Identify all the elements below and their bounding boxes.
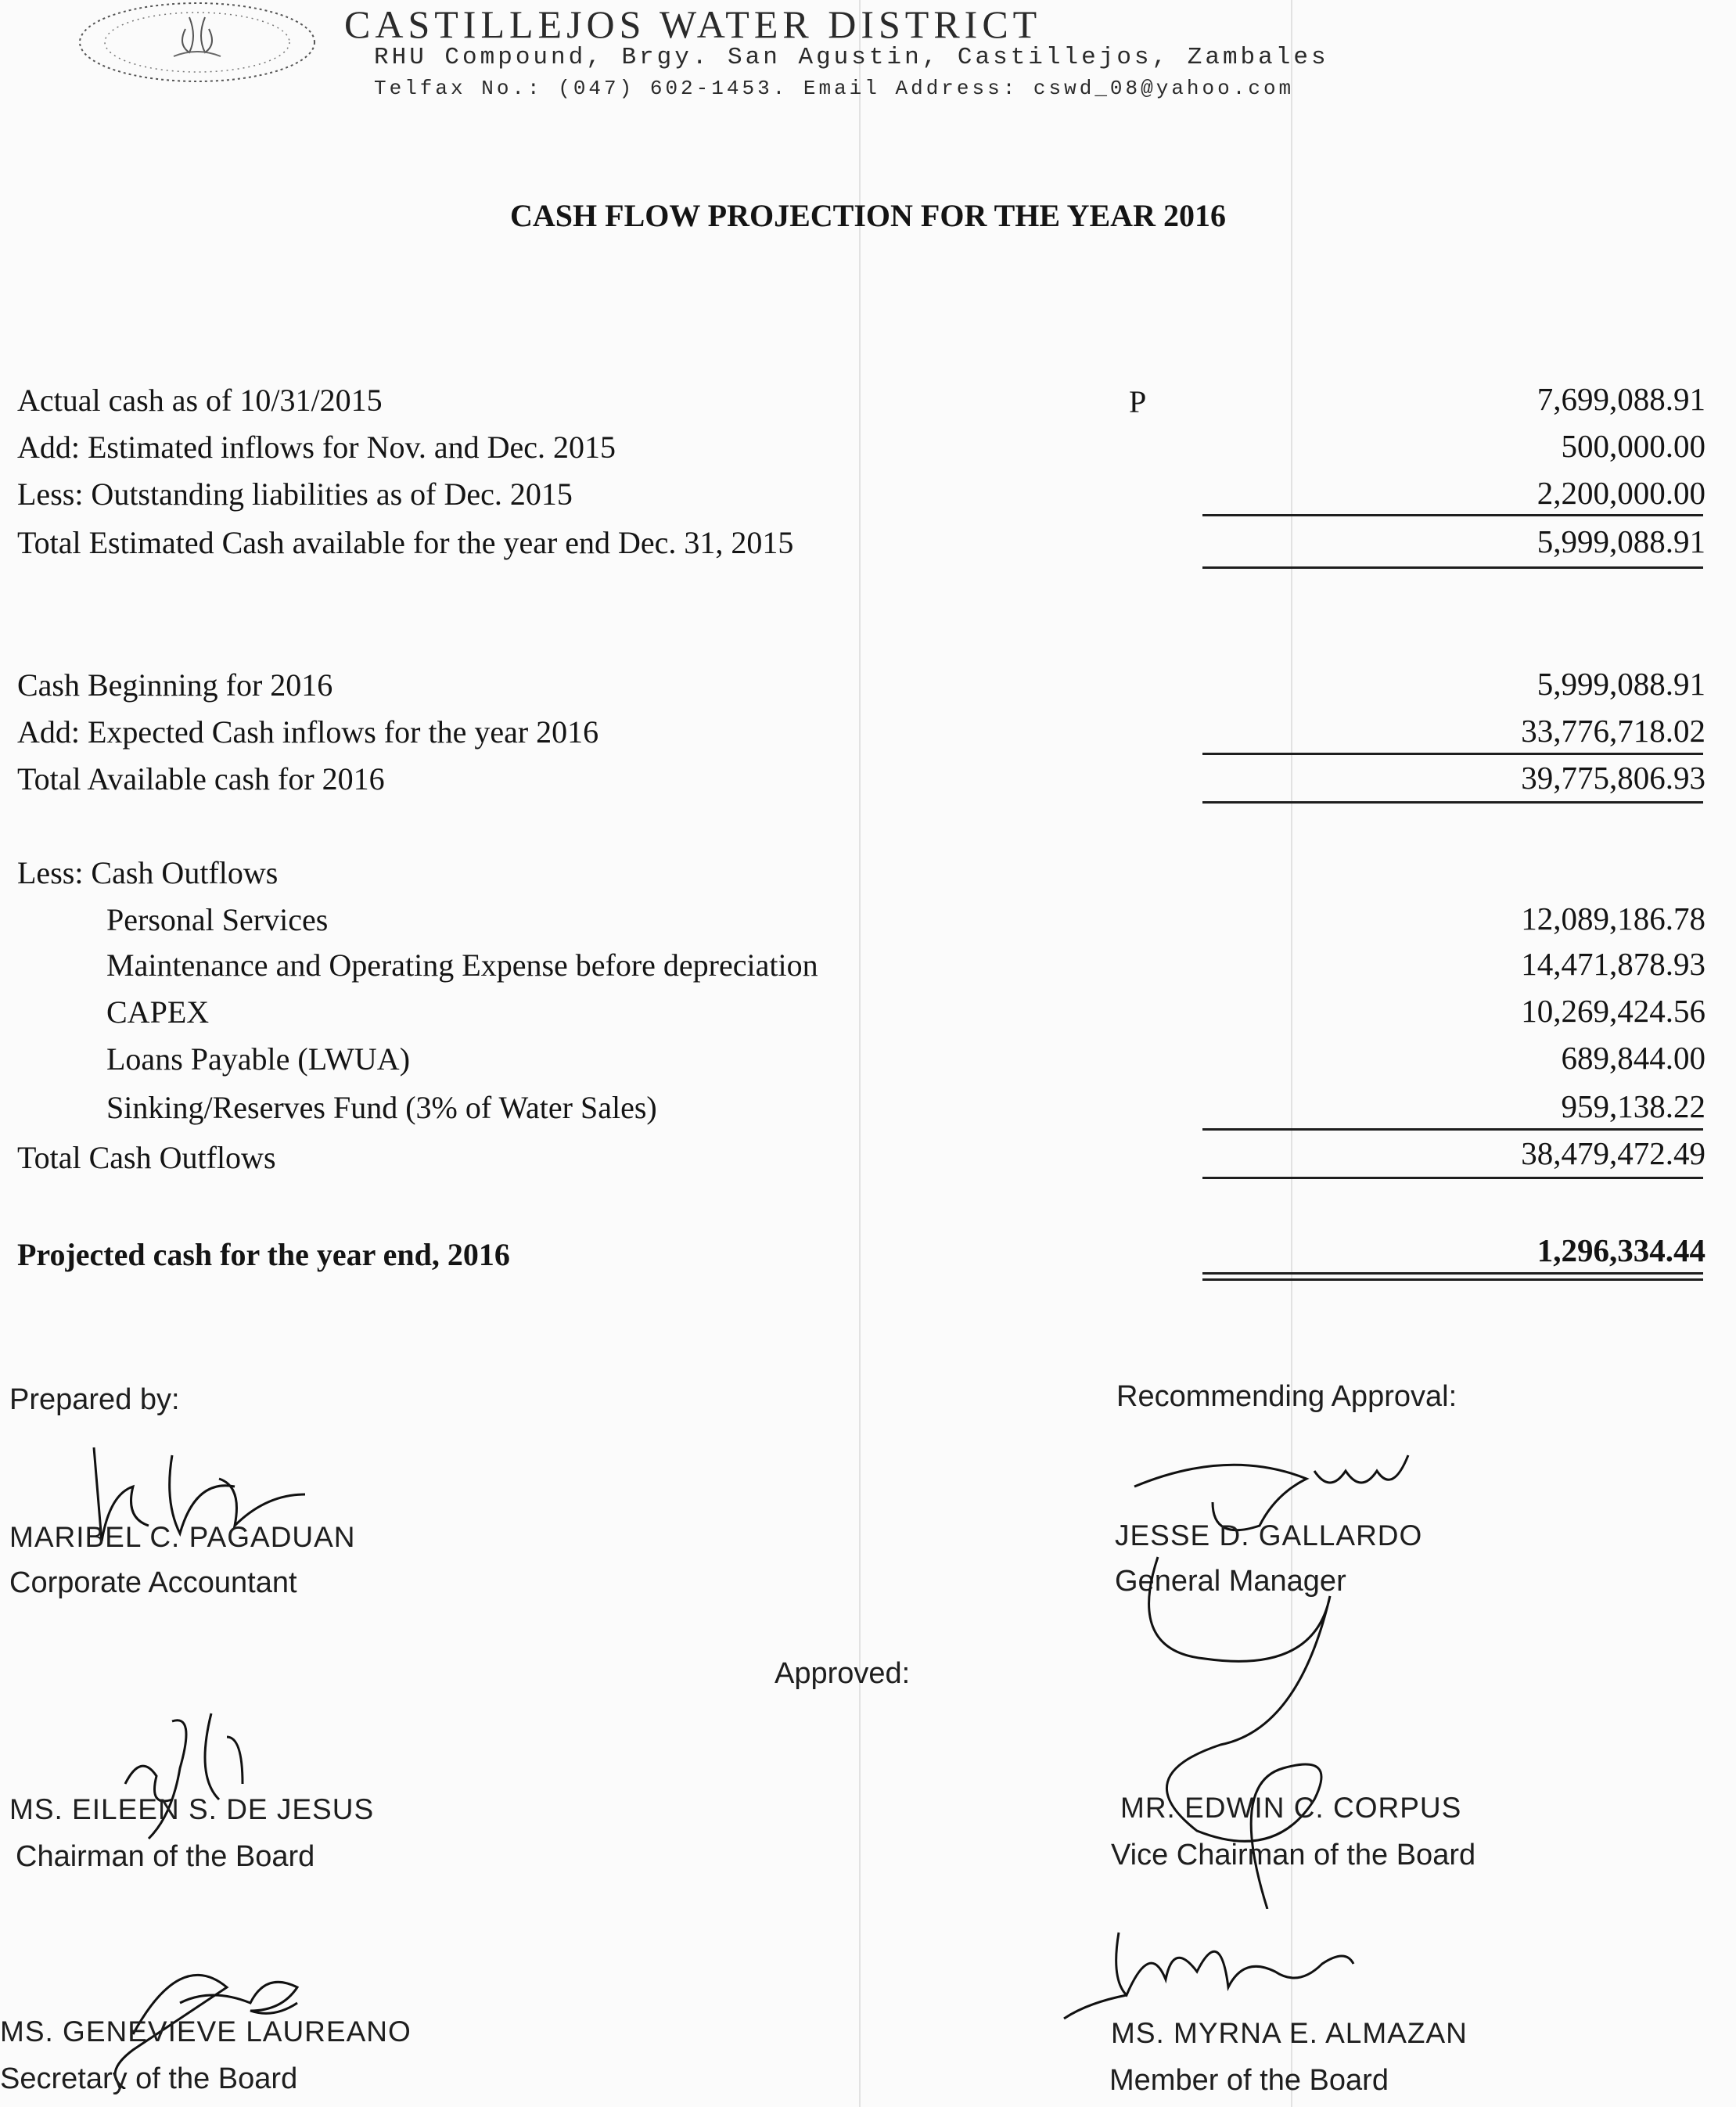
preparer-role: Corporate Accountant (9, 1566, 297, 1599)
cash-beginning-amount: 5,999,088.91 (1537, 666, 1705, 702)
member-name: MS. MYRNA E. ALMAZAN (1111, 2017, 1468, 2049)
loans-payable-label: Loans Payable (LWUA) (106, 1041, 411, 1077)
sinking-fund-label: Sinking/Reserves Fund (3% of Water Sales) (106, 1090, 657, 1125)
mooe-label: Maintenance and Operating Expense before depreciation (106, 947, 818, 983)
add-inflows-amount: 500,000.00 (1561, 428, 1705, 464)
water-district-seal-icon (72, 2, 330, 95)
document-title: CASH FLOW PROJECTION FOR THE YEAR 2016 (510, 198, 1226, 233)
organization-name: CASTILLEJOS WATER DISTRICT (344, 2, 1042, 46)
total-estimated-cash-label: Total Estimated Cash available for the year end Dec. 31, 2015 (17, 525, 794, 560)
loans-payable-amount: 689,844.00 (1561, 1040, 1705, 1076)
less-liabilities-amount: 2,200,000.00 (1537, 475, 1705, 511)
actual-cash-amount: 7,699,088.91 (1537, 381, 1705, 417)
double-rule-top (1202, 1272, 1703, 1275)
add-inflows-label: Add: Estimated inflows for Nov. and Dec. 2015 (17, 430, 616, 465)
prepared-by-label: Prepared by: (9, 1383, 180, 1416)
total-rule (1202, 566, 1703, 569)
projected-cash-label: Projected cash for the year end, 2016 (17, 1237, 510, 1272)
organization-address: RHU Compound, Brgy. San Agustin, Castillejos, Zambales (374, 44, 1329, 71)
subtotal-rule (1202, 753, 1703, 755)
personal-services-label: Personal Services (106, 902, 329, 937)
vice-chairman-role: Vice Chairman of the Board (1111, 1839, 1476, 1871)
cash-beginning-label: Cash Beginning for 2016 (17, 667, 333, 703)
expected-inflows-amount: 33,776,718.02 (1521, 713, 1705, 749)
recommender-role: General Manager (1115, 1565, 1346, 1598)
total-available-amount: 39,775,806.93 (1521, 760, 1705, 796)
total-outflows-label: Total Cash Outflows (17, 1140, 276, 1175)
chairman-name: MS. EILEEN S. DE JESUS (9, 1793, 375, 1825)
capex-amount: 10,269,424.56 (1521, 993, 1705, 1029)
subtotal-rule (1202, 514, 1703, 516)
secretary-role: Secretary of the Board (0, 2062, 298, 2095)
sinking-fund-amount: 959,138.22 (1561, 1088, 1705, 1124)
total-rule (1202, 1177, 1703, 1179)
mooe-amount: 14,471,878.93 (1521, 946, 1705, 982)
chairman-role: Chairman of the Board (16, 1840, 315, 1873)
personal-services-amount: 12,089,186.78 (1521, 901, 1705, 937)
expected-inflows-label: Add: Expected Cash inflows for the year 2016 (17, 714, 599, 750)
preparer-name: MARIBEL C. PAGADUAN (9, 1521, 356, 1553)
organization-contact: Telfax No.: (047) 602-1453. Email Address: cswd_08@yahoo.com (374, 77, 1295, 100)
less-outflows-label: Less: Cash Outflows (17, 855, 279, 890)
total-available-label: Total Available cash for 2016 (17, 761, 385, 796)
total-outflows-amount: 38,479,472.49 (1521, 1135, 1705, 1171)
secretary-name: MS. GENEVIEVE LAUREANO (0, 2015, 412, 2048)
approved-label: Approved: (775, 1657, 911, 1690)
member-role: Member of the Board (1109, 2064, 1389, 2097)
vice-chairman-name: MR. EDWIN C. CORPUS (1120, 1792, 1462, 1824)
subtotal-rule (1202, 1128, 1703, 1131)
projected-cash-amount: 1,296,334.44 (1537, 1232, 1705, 1268)
total-estimated-cash-amount: 5,999,088.91 (1537, 523, 1705, 559)
member-signature (1056, 1909, 1400, 2034)
currency-symbol: P (1129, 384, 1147, 419)
less-liabilities-label: Less: Outstanding liabilities as of Dec. 2015 (17, 476, 573, 512)
total-rule (1202, 801, 1703, 804)
capex-label: CAPEX (106, 994, 210, 1030)
recommending-approval-label: Recommending Approval: (1116, 1380, 1457, 1413)
scan-fold-line (859, 0, 861, 2107)
actual-cash-label: Actual cash as of 10/31/2015 (17, 383, 383, 418)
double-rule-bottom (1202, 1278, 1703, 1281)
recommender-name: JESSE D. GALLARDO (1115, 1519, 1423, 1551)
